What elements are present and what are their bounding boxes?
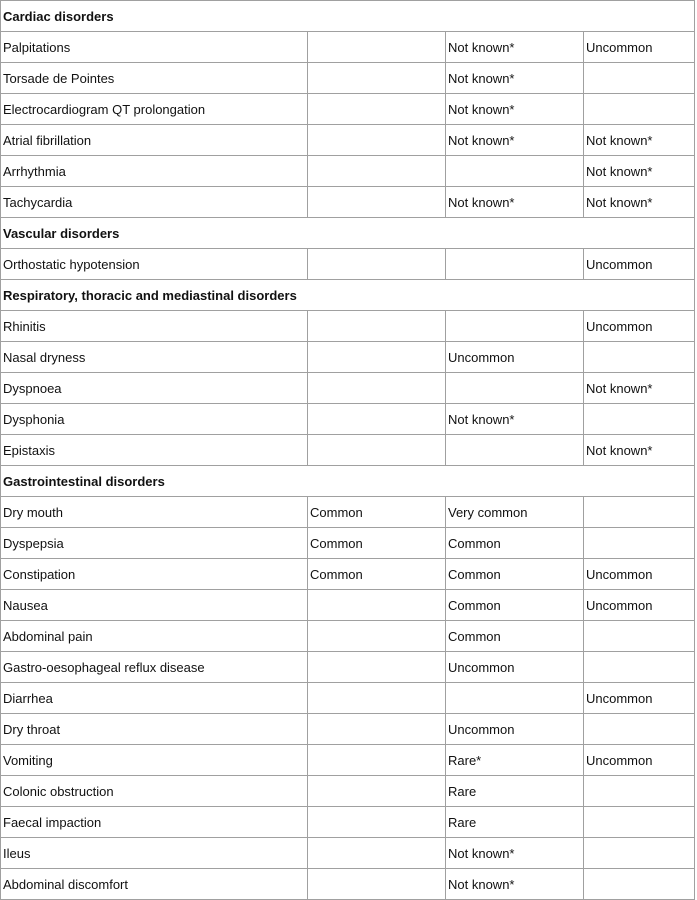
frequency-cell: Rare: [446, 807, 584, 838]
section-title: Vascular disorders: [1, 218, 695, 249]
frequency-cell: Not known*: [446, 63, 584, 94]
reaction-name-cell: Ileus: [1, 838, 308, 869]
reaction-name-cell: Arrhythmia: [1, 156, 308, 187]
table-row: [1, 621, 695, 652]
frequency-cell: [446, 683, 584, 714]
frequency-cell: Common: [446, 559, 584, 590]
frequency-cell: Uncommon: [446, 652, 584, 683]
frequency-cell: [308, 683, 446, 714]
frequency-cell: [446, 311, 584, 342]
frequency-cell: [308, 63, 446, 94]
table-row: [1, 497, 695, 528]
frequency-cell: [308, 311, 446, 342]
reaction-name-cell: Abdominal pain: [1, 621, 308, 652]
reaction-name-cell: Dyspnoea: [1, 373, 308, 404]
frequency-cell: [584, 652, 695, 683]
frequency-cell: [584, 528, 695, 559]
reaction-name-cell: Faecal impaction: [1, 807, 308, 838]
frequency-cell: [308, 187, 446, 218]
frequency-cell: [308, 249, 446, 280]
section-header-row: [1, 280, 695, 311]
table-row: [1, 652, 695, 683]
table-row: [1, 745, 695, 776]
reaction-name-cell: Abdominal discomfort: [1, 869, 308, 900]
frequency-cell: Uncommon: [584, 32, 695, 63]
frequency-cell: Common: [446, 621, 584, 652]
reaction-name-cell: Nasal dryness: [1, 342, 308, 373]
table-row: [1, 838, 695, 869]
frequency-cell: [308, 714, 446, 745]
reaction-name-cell: Constipation: [1, 559, 308, 590]
reaction-name-cell: Dry mouth: [1, 497, 308, 528]
frequency-cell: [308, 776, 446, 807]
frequency-cell: Uncommon: [584, 559, 695, 590]
frequency-cell: Not known*: [446, 32, 584, 63]
table-row: [1, 683, 695, 714]
frequency-cell: Uncommon: [446, 714, 584, 745]
frequency-cell: [446, 249, 584, 280]
frequency-cell: [308, 32, 446, 63]
frequency-cell: Common: [308, 497, 446, 528]
reaction-name-cell: Electrocardiogram QT prolongation: [1, 94, 308, 125]
frequency-cell: [308, 94, 446, 125]
frequency-cell: [584, 497, 695, 528]
section-header-row: [1, 466, 695, 497]
frequency-cell: [584, 621, 695, 652]
table-row: [1, 776, 695, 807]
frequency-cell: [584, 869, 695, 900]
frequency-cell: Common: [446, 590, 584, 621]
table-row: [1, 125, 695, 156]
frequency-cell: [446, 156, 584, 187]
frequency-cell: [584, 63, 695, 94]
frequency-cell: [584, 776, 695, 807]
reaction-name-cell: Dysphonia: [1, 404, 308, 435]
frequency-cell: Uncommon: [584, 683, 695, 714]
frequency-cell: Not known*: [446, 404, 584, 435]
table-body: [1, 1, 695, 900]
table-row: [1, 807, 695, 838]
reaction-name-cell: Palpitations: [1, 32, 308, 63]
frequency-cell: Not known*: [584, 373, 695, 404]
frequency-cell: Not known*: [446, 187, 584, 218]
reaction-name-cell: Vomiting: [1, 745, 308, 776]
frequency-cell: Not known*: [584, 187, 695, 218]
frequency-cell: Not known*: [446, 94, 584, 125]
frequency-cell: Uncommon: [446, 342, 584, 373]
frequency-cell: [308, 156, 446, 187]
section-title: Cardiac disorders: [1, 1, 695, 32]
section-title: Respiratory, thoracic and mediastinal disorders: [1, 280, 695, 311]
table-row: [1, 869, 695, 900]
frequency-cell: Very common: [446, 497, 584, 528]
table-row: [1, 435, 695, 466]
table-row: [1, 590, 695, 621]
frequency-cell: Not known*: [446, 838, 584, 869]
table-row: [1, 32, 695, 63]
frequency-cell: [308, 838, 446, 869]
frequency-cell: [446, 373, 584, 404]
frequency-cell: [584, 838, 695, 869]
reaction-name-cell: Rhinitis: [1, 311, 308, 342]
reaction-name-cell: Torsade de Pointes: [1, 63, 308, 94]
table-row: [1, 404, 695, 435]
frequency-cell: Uncommon: [584, 249, 695, 280]
frequency-cell: Rare*: [446, 745, 584, 776]
frequency-cell: [308, 745, 446, 776]
frequency-cell: [308, 621, 446, 652]
frequency-cell: [308, 590, 446, 621]
table-row: [1, 528, 695, 559]
frequency-cell: [584, 404, 695, 435]
table-row: [1, 373, 695, 404]
frequency-cell: [584, 714, 695, 745]
frequency-cell: [308, 125, 446, 156]
section-title: Gastrointestinal disorders: [1, 466, 695, 497]
frequency-cell: Common: [308, 559, 446, 590]
table-row: [1, 311, 695, 342]
table-row: [1, 94, 695, 125]
reaction-name-cell: Diarrhea: [1, 683, 308, 714]
frequency-cell: [308, 869, 446, 900]
frequency-cell: [308, 807, 446, 838]
reaction-name-cell: Dyspepsia: [1, 528, 308, 559]
reaction-name-cell: Gastro-oesophageal reflux disease: [1, 652, 308, 683]
frequency-cell: Uncommon: [584, 311, 695, 342]
frequency-cell: Not known*: [584, 125, 695, 156]
frequency-cell: Not known*: [446, 125, 584, 156]
frequency-cell: Uncommon: [584, 590, 695, 621]
frequency-cell: [446, 435, 584, 466]
reaction-name-cell: Tachycardia: [1, 187, 308, 218]
table-row: [1, 249, 695, 280]
section-header-row: [1, 218, 695, 249]
reaction-name-cell: Dry throat: [1, 714, 308, 745]
frequency-cell: Not known*: [584, 435, 695, 466]
reaction-name-cell: Nausea: [1, 590, 308, 621]
frequency-cell: Common: [308, 528, 446, 559]
frequency-cell: [308, 652, 446, 683]
frequency-cell: [308, 373, 446, 404]
frequency-cell: Not known*: [446, 869, 584, 900]
reaction-name-cell: Orthostatic hypotension: [1, 249, 308, 280]
section-header-row: [1, 1, 695, 32]
frequency-cell: Uncommon: [584, 745, 695, 776]
table-row: [1, 187, 695, 218]
table-row: [1, 63, 695, 94]
frequency-cell: Rare: [446, 776, 584, 807]
table-row: [1, 559, 695, 590]
reaction-name-cell: Epistaxis: [1, 435, 308, 466]
frequency-cell: [584, 342, 695, 373]
table-row: [1, 156, 695, 187]
frequency-cell: [308, 435, 446, 466]
reaction-name-cell: Colonic obstruction: [1, 776, 308, 807]
table-row: [1, 342, 695, 373]
frequency-cell: [308, 404, 446, 435]
frequency-cell: [584, 807, 695, 838]
table-row: [1, 714, 695, 745]
frequency-cell: [584, 94, 695, 125]
reaction-name-cell: Atrial fibrillation: [1, 125, 308, 156]
frequency-cell: Common: [446, 528, 584, 559]
frequency-cell: Not known*: [584, 156, 695, 187]
frequency-cell: [308, 342, 446, 373]
